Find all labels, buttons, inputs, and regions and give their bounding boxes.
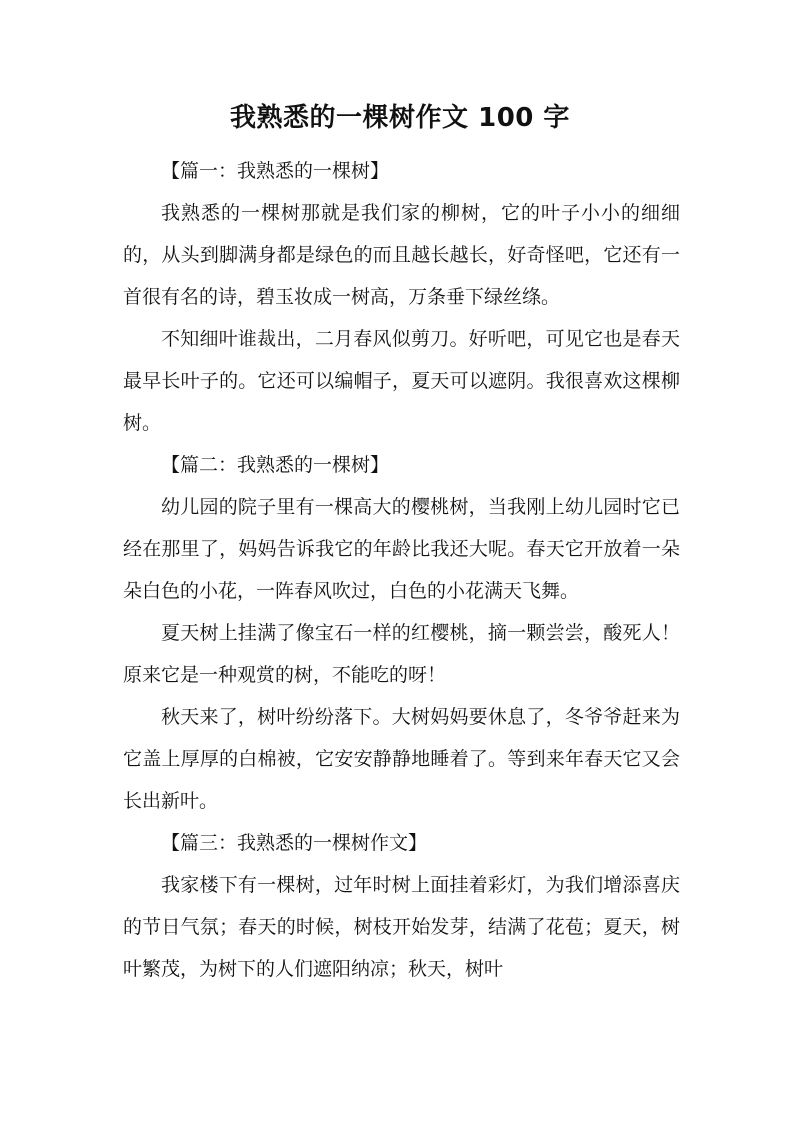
section-heading-3: 【篇三：我熟悉的一棵树作文】 [161, 832, 428, 854]
paragraph: 不知细叶谁裁出，二月春风似剪刀。好听吧，可见它也是春天最早长叶子的。它还可以编帽子，夏天可以遮阴。我很喜欢这棵柳树。 [123, 328, 680, 434]
paragraph: 秋天来了，树叶纷纷落下。大树妈妈要休息了，冬爷爷赶来为它盖上厚厚的白棉被，它安安静静地睡着了。等到来年春天它又会长出新叶。 [123, 706, 680, 812]
paragraph: 幼儿园的院子里有一棵高大的樱桃树，当我刚上幼儿园时它已经在那里了，妈妈告诉我它的年龄比我还大呢。春天它开放着一朵朵白色的小花，一阵春风吹过，白色的小花满天飞舞。 [123, 496, 680, 602]
document-body [123, 150, 680, 990]
paragraph: 夏天树上挂满了像宝石一样的红樱桃，摘一颗尝尝，酸死人！原来它是一种观赏的树，不能吃的呀！ [123, 622, 680, 686]
section-heading-1: 【篇一：我熟悉的一棵树】 [161, 160, 390, 182]
paragraph: 我熟悉的一棵树那就是我们家的柳树，它的叶子小小的细细的，从头到脚满身都是绿色的而且越长越长，好奇怪吧，它还有一首很有名的诗，碧玉妆成一树高，万条垂下绿丝绦。 [123, 202, 680, 308]
section-heading-2: 【篇二：我熟悉的一棵树】 [161, 454, 390, 476]
paragraph: 我家楼下有一棵树，过年时树上面挂着彩灯，为我们增添喜庆的节日气氛；春天的时候，树枝开始发芽，结满了花苞；夏天，树叶繁茂，为树下的人们遮阳纳凉；秋天，树叶 [123, 874, 680, 980]
document-title: 我熟悉的一棵树作文 100 字 [230, 103, 570, 133]
